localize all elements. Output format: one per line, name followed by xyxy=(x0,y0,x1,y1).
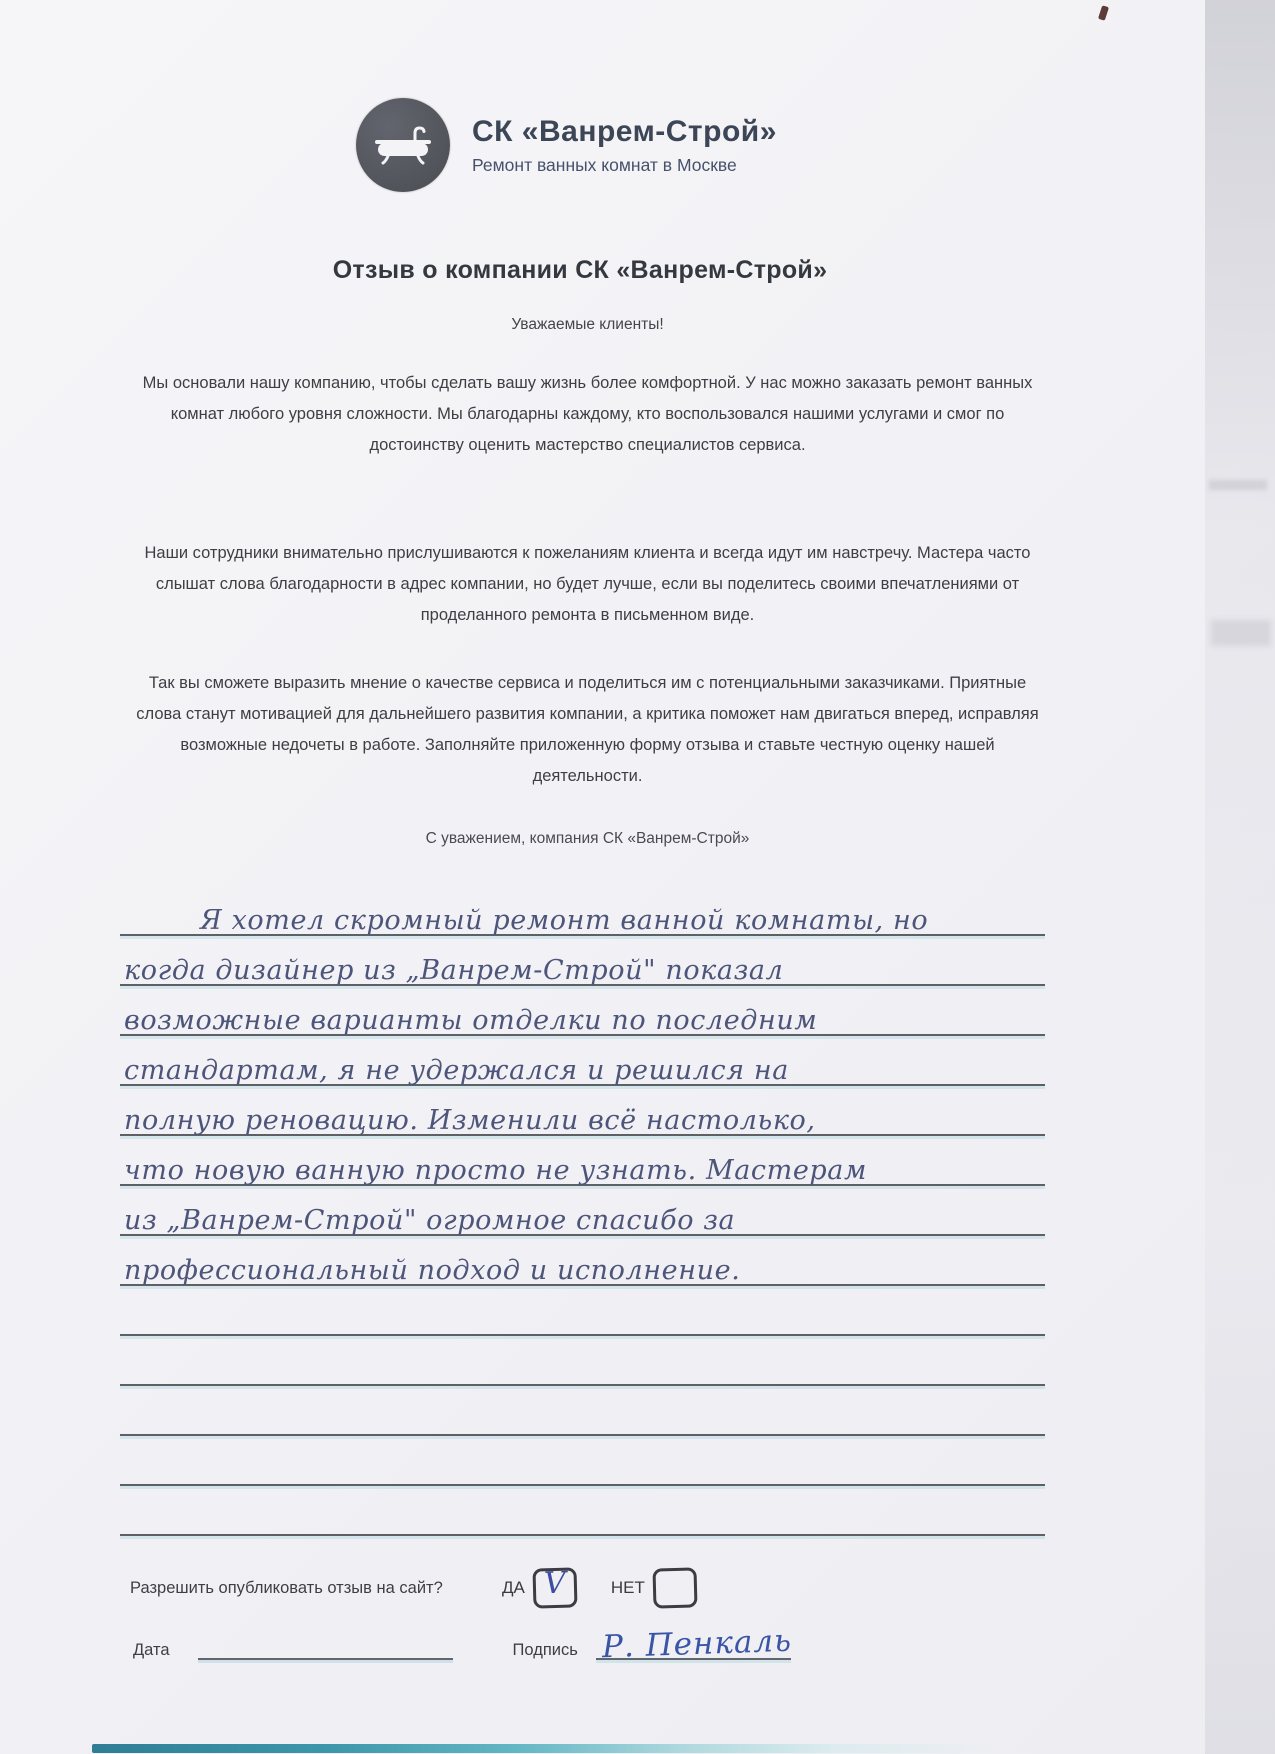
no-label: НЕТ xyxy=(610,1578,645,1597)
yes-label: ДА xyxy=(502,1578,525,1597)
date-label: Дата xyxy=(133,1641,170,1659)
handwriting-text: полную реновацию. Изменили всё настолько, xyxy=(124,1105,816,1136)
review-line[interactable] xyxy=(120,1086,1045,1136)
handwriting-text: возможные варианты отделки по последним xyxy=(124,1005,818,1036)
date-field[interactable] xyxy=(198,1636,453,1660)
intro-paragraph-2: Наши сотрудники внимательно прислушиваются к пожеланиям клиента и всегда идут им навстречу. Мастера часто слышат слова благодарности в адрес компании, но будет лучше, если вы поделитесь своими впечатлениями от проделанного ремонта в письменном виде. xyxy=(144,544,1031,624)
intro-paragraph-3: Так вы сможете выразить мнение о качестве сервиса и поделиться им с потенциальными заказчиками. Приятные слова станут мотивацией для дальнейшего развития компании, а критика поможет нам двигаться вперед, исправляя возможные недочеты в работе. Заполняйте приложенную форму отзыва и ставьте честную оценку нашей деятельности. xyxy=(136,674,1039,785)
review-line-empty[interactable] xyxy=(120,1286,1045,1336)
scan-shadow-band xyxy=(1205,0,1275,1754)
signature-field[interactable] xyxy=(596,1622,793,1666)
signature-handwriting: Р. Пенкаль xyxy=(601,1622,793,1666)
scan-streak xyxy=(1209,480,1267,490)
scan-streak xyxy=(1211,620,1271,646)
handwriting-text: Я хотел скромный ремонт ванной комнаты, но xyxy=(200,905,929,936)
handwriting-text: профессиональный подход и исполнение. xyxy=(124,1255,741,1286)
review-line-empty[interactable] xyxy=(120,1486,1045,1536)
publish-question-label: Разрешить опубликовать отзыв на сайт? xyxy=(130,1578,443,1597)
review-line[interactable] xyxy=(120,886,1045,936)
yes-checkbox[interactable] xyxy=(532,1567,577,1608)
review-line[interactable] xyxy=(120,986,1045,1036)
company-header xyxy=(356,98,777,192)
publish-consent-row xyxy=(130,1565,930,1608)
review-line[interactable] xyxy=(120,1186,1045,1236)
date-signature-row xyxy=(133,1622,1033,1666)
handwriting-text: что новую ванную просто не узнать. Мастерам xyxy=(124,1155,867,1186)
review-line-empty[interactable] xyxy=(120,1386,1045,1436)
handwriting-text: из „Ванрем-Строй" огромное спасибо за xyxy=(124,1205,736,1236)
salutation-text: Уважаемые клиенты! xyxy=(511,316,664,333)
company-logo xyxy=(356,98,450,192)
scan-speck xyxy=(1098,5,1109,20)
checkmark: V xyxy=(543,1565,567,1601)
review-line[interactable] xyxy=(120,936,1045,986)
signature-label: Подпись xyxy=(512,1641,578,1659)
intro-paragraph-1: Мы основали нашу компанию, чтобы сделать вашу жизнь более комфортной. У нас можно заказать ремонт ванных комнат любого уровня сложности. Мы благодарны каждому, кто воспользовался нашими услугами и смог по достоинству оценить мастерство специалистов сервиса. xyxy=(142,374,1033,454)
handwriting-text: стандартам, я не удержался и решился на xyxy=(124,1055,790,1086)
company-name: СК «Ванрем-Строй» xyxy=(472,114,777,148)
review-line-empty[interactable] xyxy=(120,1336,1045,1386)
company-tagline: Ремонт ванных комнат в Москве xyxy=(472,154,737,175)
scan-edge-strip xyxy=(92,1744,1042,1753)
review-line[interactable] xyxy=(120,1036,1045,1086)
review-line[interactable] xyxy=(120,1136,1045,1186)
bathtub-icon xyxy=(371,113,435,177)
brand-text xyxy=(472,115,777,176)
page-title: Отзыв о компании СК «Ванрем-Строй» xyxy=(332,256,828,284)
handwritten-review-area[interactable] xyxy=(120,886,1045,1536)
review-line[interactable] xyxy=(120,1236,1045,1286)
no-checkbox[interactable] xyxy=(652,1567,697,1608)
handwriting-text: когда дизайнер из „Ванрем-Строй" показал xyxy=(124,955,784,986)
closing-text: С уважением, компания СК «Ванрем-Строй» xyxy=(425,830,750,847)
review-line-empty[interactable] xyxy=(120,1436,1045,1486)
